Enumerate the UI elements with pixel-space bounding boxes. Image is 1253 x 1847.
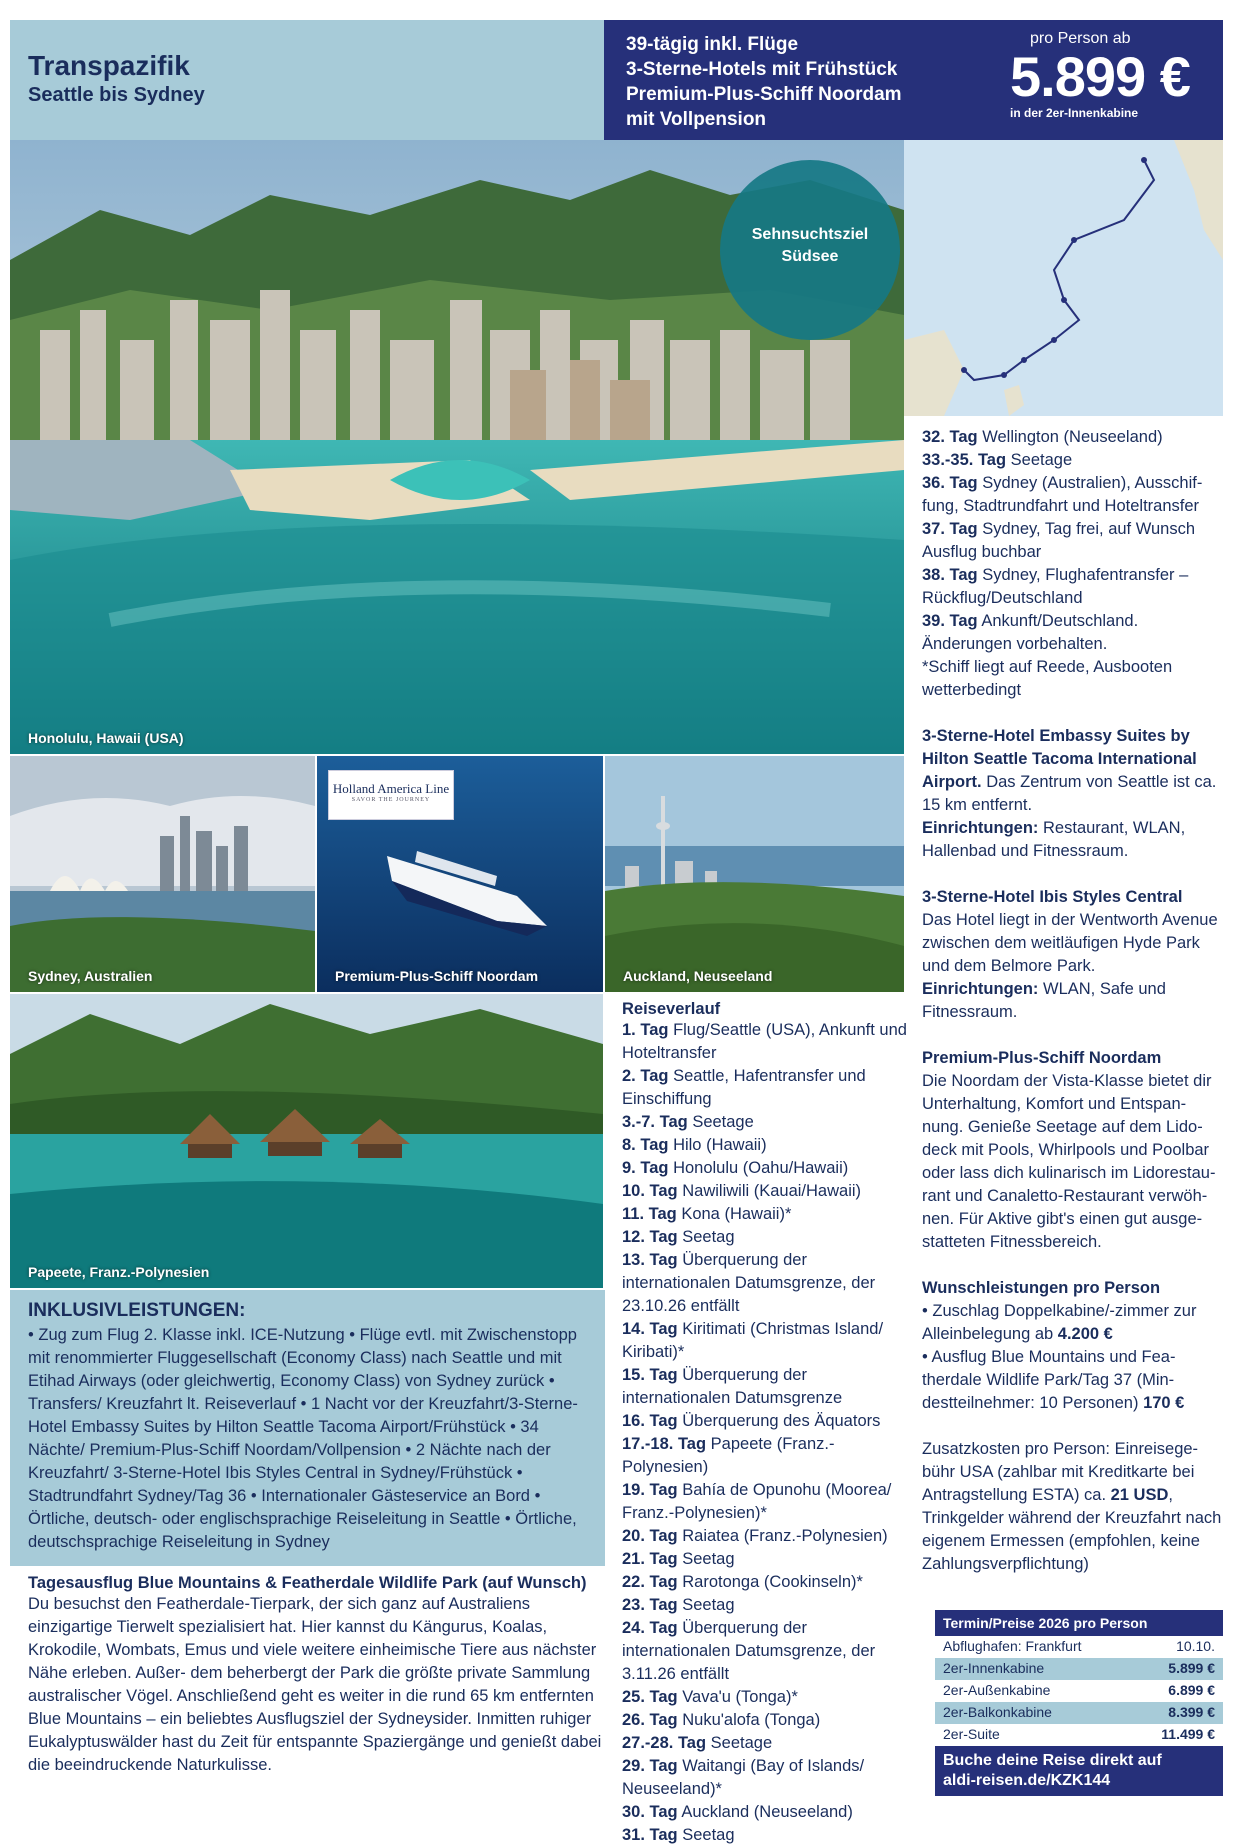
itinerary-day: 17.-18. Tag: [622, 1435, 707, 1453]
airport-label: Abflughafen: Frankfurt: [943, 1638, 1082, 1654]
price-suffix: in der 2er-Innenkabine: [1010, 106, 1139, 120]
itinerary-text: Seetage: [1010, 451, 1073, 469]
ship-title: Premium-Plus-Schiff Noordam: [922, 1049, 1162, 1067]
holland-america-logo: [328, 770, 454, 820]
booking-link-url[interactable]: aldi-reisen.de/KZK144: [943, 1772, 1111, 1789]
cabin-price: 5.899 €: [1168, 1660, 1215, 1676]
header-features: [604, 20, 1004, 140]
itinerary-item: [922, 610, 1222, 633]
page-subtitle: Seattle bis Sydney: [28, 84, 205, 106]
excursion-text: Du besuchst den Featherdale-Tierpark, der sich ganz auf Australiens einzigartige Tierwelt spezialisiert hat. Hier kannst du Kängurus, Koalas, Krokodile, Wombats, Emus und viele weitere einheimische Tiere aus nächster Nähe erleben. Außer- dem beherbergt der Park die größte private Sammlung australischer Vögel. Anschließend geht es weiter in die rund 65 km entfernten Blue Mountains – ein beliebtes Ausflugsziel der Sydneysider. Inmitten ruhiger Eukalyptuswälder hast du Zeit für entspannte Spaziergänge und genießt dabei die beeindruckende Naturkulisse.: [28, 1595, 602, 1774]
caption-honolulu: Honolulu, Hawaii (USA): [28, 730, 184, 746]
itinerary-text: Sydney, Flughafentransfer – Rückflug/Deutschland: [922, 566, 1189, 607]
itinerary-text: Seattle, Hafentransfer und Einschiffung: [622, 1067, 866, 1108]
itinerary-item: [622, 1525, 912, 1548]
itinerary-text: Überquerung der internationalen Datumsgrenze, der 23.10.26 entfällt: [622, 1251, 876, 1315]
feature-item: Premium-Plus-Schiff Noordam: [626, 84, 902, 105]
itinerary-item: [622, 1571, 912, 1594]
page-title: Transpazifik: [28, 50, 190, 81]
ship-block: [922, 1047, 1222, 1254]
itinerary-text: Überquerung der internationalen Datumsgrenze: [622, 1366, 843, 1407]
itinerary-text: Seetage: [692, 1113, 754, 1131]
itinerary-day: 24. Tag: [622, 1619, 678, 1637]
cabin-label: 2er-Balkonkabine: [943, 1704, 1052, 1720]
itinerary-item: [622, 1594, 912, 1617]
excursion-block: [28, 1574, 603, 1777]
feature-item: 3-Sterne-Hotels mit Frühstück: [626, 59, 898, 80]
itinerary-text: Kiritimati (Christmas Island/ Kiribati)*: [622, 1320, 884, 1361]
caption-sydney: Sydney, Australien: [28, 968, 153, 984]
itinerary-day: 30. Tag: [622, 1803, 678, 1821]
price-prefix: pro Person ab: [1030, 30, 1131, 47]
itinerary-text: Papeete (Franz.-Polynesien): [622, 1435, 835, 1476]
itinerary-text: Seetage: [710, 1734, 773, 1752]
excursion-title: Tagesausflug Blue Mountains & Featherdale Wildlife Park (auf Wunsch): [28, 1574, 587, 1592]
caption-auckland: Auckland, Neuseeland: [623, 968, 773, 984]
itinerary-item: [622, 1548, 912, 1571]
itinerary-list-2: [922, 426, 1222, 633]
itinerary-text: Bahía de Opunohu (Moorea/ Franz.-Polynesien)*: [622, 1481, 892, 1522]
itinerary-item: [622, 1709, 912, 1732]
hotel1-block: [922, 725, 1222, 863]
wish-item-1: Zuschlag Doppelkabine/-zimmer zur Alleinbelegung ab: [922, 1302, 1197, 1343]
itinerary-day: 12. Tag: [622, 1228, 678, 1246]
itinerary-item: [622, 1157, 912, 1180]
itinerary-text: Raiatea (Franz.-Polynesien): [682, 1527, 888, 1545]
itinerary-item: [622, 1410, 912, 1433]
itinerary-text: Hilo (Hawaii): [673, 1136, 767, 1154]
hotel1-text: Das Zentrum von Seattle ist ca. 15 km entfernt.: [922, 773, 1217, 814]
itinerary-block: [622, 1000, 912, 1847]
header-title-box: [10, 20, 604, 140]
cabin-label: 2er-Suite: [943, 1726, 1000, 1742]
itinerary-day: 37. Tag: [922, 520, 978, 538]
itinerary-day: 29. Tag: [622, 1757, 678, 1775]
itinerary-item: [622, 1134, 912, 1157]
itinerary-day: 1. Tag: [622, 1021, 669, 1039]
itinerary-item: [622, 1801, 912, 1824]
itinerary-day: 16. Tag: [622, 1412, 678, 1430]
cabin-label: 2er-Außenkabine: [943, 1682, 1051, 1698]
itinerary-item: [622, 1019, 912, 1065]
itinerary-item: [622, 1249, 912, 1318]
departure-date: 10.10.: [1176, 1638, 1215, 1654]
itinerary-text: Rarotonga (Cookinseln)*: [682, 1573, 863, 1591]
itinerary-text: Wellington (Neuseeland): [982, 428, 1163, 446]
itinerary-text: Sydney (Australien), Ausschif- fung, Stadtrundfahrt und Hoteltransfer: [922, 474, 1203, 515]
itinerary-text: Flug/Seattle (USA), Ankunft und Hoteltransfer: [622, 1021, 907, 1062]
itinerary-item: [622, 1318, 912, 1364]
itinerary-text: Überquerung der internationalen Datumsgrenze, der 3.11.26 entfällt: [622, 1619, 876, 1683]
hotel1-title: 3-Sterne-Hotel Embassy Suites by Hilton Seattle Tacoma International Airport.: [922, 727, 1197, 791]
itinerary-item: [622, 1755, 912, 1801]
itinerary-text: Waitangi (Bay of Islands/ Neuseeland)*: [622, 1757, 865, 1798]
photo-papeete: [10, 994, 603, 1288]
feature-item: 39-tägig inkl. Flüge: [626, 34, 799, 55]
caption-papeete: Papeete, Franz.-Polynesien: [28, 1264, 210, 1280]
itinerary-day: 21. Tag: [622, 1550, 678, 1568]
badge-line: Sehnsuchtsziel: [751, 226, 869, 243]
hotel2-facilities: WLAN, Safe und Fitnessraum.: [922, 980, 1166, 1021]
hotel2-text: Das Hotel liegt in der Wentworth Avenue zwischen dem weitläufigen Hyde Park und dem Belmore Park.: [922, 911, 1218, 975]
itinerary-item: [622, 1111, 912, 1134]
hotel2-title: 3-Sterne-Hotel Ibis Styles Central: [922, 888, 1183, 906]
extra-text-2: , Trinkgelder während der Kreuzfahrt nach eigenem Ermessen (empfohlen, keine Zahlungsverpflichtung): [922, 1486, 1222, 1573]
itinerary-item: [622, 1065, 912, 1111]
price: 5.899 €: [1010, 45, 1190, 108]
inclusive-box: [10, 1290, 605, 1566]
itinerary-day: 9. Tag: [622, 1159, 669, 1177]
itinerary-list: [622, 1019, 912, 1847]
itinerary-item: [622, 1180, 912, 1203]
itinerary-day: 38. Tag: [922, 566, 978, 584]
hotel2-block: [922, 886, 1222, 1024]
extra-text-1: Zusatzkosten pro Person: Einreisege- bühr USA (zahlbar mit Kreditkarte bei Antragstellung ESTA) ca.: [922, 1440, 1199, 1504]
itinerary-text: Nuku'alofa (Tonga): [682, 1711, 821, 1729]
price-table-row: [935, 1702, 1223, 1724]
note-tender: *Schiff liegt auf Reede, Ausbooten wetterbedingt: [922, 658, 1173, 699]
badge-line: Südsee: [781, 248, 839, 265]
itinerary-item: [922, 564, 1222, 610]
itinerary-day: 25. Tag: [622, 1688, 678, 1706]
price-table-row: [935, 1636, 1223, 1658]
price-table-row: [935, 1680, 1223, 1702]
itinerary-item: [622, 1617, 912, 1686]
itinerary-text: Seetag: [682, 1550, 735, 1568]
itinerary-text: Auckland (Neuseeland): [681, 1803, 853, 1821]
route-map: [904, 140, 1223, 416]
cabin-price: 8.399 €: [1168, 1704, 1215, 1720]
extra-costs-block: [922, 1438, 1222, 1576]
itinerary-day: 22. Tag: [622, 1573, 678, 1591]
itinerary-title: Reiseverlauf: [622, 1000, 721, 1018]
price-table: [935, 1610, 1223, 1796]
itinerary-text: Honolulu (Oahu/Hawaii): [673, 1159, 849, 1177]
inclusive-title: INKLUSIVLEISTUNGEN:: [28, 1300, 246, 1321]
itinerary-text: Seetag: [682, 1826, 735, 1844]
itinerary-item: [922, 518, 1222, 564]
itinerary-day: 20. Tag: [622, 1527, 678, 1545]
cabin-label: 2er-Innenkabine: [943, 1660, 1045, 1676]
itinerary-day: 11. Tag: [622, 1205, 677, 1223]
wishes-title: Wunschleistungen pro Person: [922, 1279, 1161, 1297]
booking-link-line1: Buche deine Reise direkt auf: [943, 1752, 1162, 1769]
logo-tagline: SAVOR THE JOURNEY: [351, 797, 431, 803]
itinerary-day: 15. Tag: [622, 1366, 678, 1384]
right-column: [922, 426, 1222, 1576]
itinerary-day: 26. Tag: [622, 1711, 678, 1729]
itinerary-day: 19. Tag: [622, 1481, 678, 1499]
itinerary-day: 2. Tag: [622, 1067, 669, 1085]
itinerary-day: 31. Tag: [622, 1826, 678, 1844]
price-table-row: [935, 1658, 1223, 1680]
itinerary-item: [622, 1479, 912, 1525]
itinerary-text: Vava'u (Tonga)*: [682, 1688, 798, 1706]
itinerary-item: [622, 1686, 912, 1709]
itinerary-item: [622, 1203, 912, 1226]
price-table-row: [935, 1724, 1223, 1746]
itinerary-day: 13. Tag: [622, 1251, 678, 1269]
wish-item-2: Ausflug Blue Mountains und Fea- therdale Wildlife Park/Tag 37 (Min- destteilnehmer: 10 Personen): [922, 1348, 1176, 1412]
itinerary-day: 10. Tag: [622, 1182, 678, 1200]
itinerary-day: 23. Tag: [622, 1596, 678, 1614]
logo-name: Holland America Line: [332, 781, 450, 796]
itinerary-item: [622, 1226, 912, 1249]
itinerary-text: Seetag: [682, 1228, 735, 1246]
itinerary-day: 8. Tag: [622, 1136, 669, 1154]
itinerary-day: 36. Tag: [922, 474, 978, 492]
itinerary-item: [622, 1732, 912, 1755]
wish-item-1-price: 4.200 €: [1057, 1325, 1113, 1343]
itinerary-text: Seetag: [682, 1596, 735, 1614]
itinerary-item: [622, 1364, 912, 1410]
photo-sydney: [10, 756, 315, 992]
itinerary-text: Überquerung des Äquators: [682, 1412, 881, 1430]
extra-amount: 21 USD: [1110, 1486, 1169, 1504]
itinerary-text: Sydney, Tag frei, auf Wunsch Ausflug buchbar: [922, 520, 1196, 561]
price-table-header: Termin/Preise 2026 pro Person: [935, 1610, 1223, 1636]
note-changes: Änderungen vorbehalten.: [922, 635, 1108, 653]
cabin-price: 11.499 €: [1161, 1726, 1215, 1742]
itinerary-day: 32. Tag: [922, 428, 978, 446]
feature-item: mit Vollpension: [626, 109, 767, 130]
caption-ship: Premium-Plus-Schiff Noordam: [335, 968, 539, 984]
itinerary-day: 39. Tag: [922, 612, 978, 630]
header-price-box: [1004, 20, 1223, 140]
inclusive-text: • Zug zum Flug 2. Klasse inkl. ICE-Nutzung • Flüge evtl. mit Zwischenstopp mit renommierter Fluggesellschaft (Economy Class) nach Seattle und mit Etihad Airways (oder gleichwertig, Economy Class) von Sydney zurück • Transfers/ Kreuzfahrt lt. Reiseverlauf • 1 Nacht vor der Kreuzfahrt/3-Sterne-Hotel Embassy Suites by Hilton Seattle Tacoma Airport/Frühstück • 34 Nächte/ Premium-Plus-Schiff Noordam/Vollpension • 2 Nächte nach der Kreuzfahrt/ 3-Sterne-Hotel Ibis Styles Central in Sydney/Frühstück • Stadtrundfahrt Sydney/Tag 36 • Internationaler Gästeservice an Bord • Örtliche, deutsch- oder englischsprachige Reiseleitung in Seattle • Örtliche, deutschsprachige Reiseleitung in Sydney: [28, 1326, 578, 1551]
itinerary-day: 27.-28. Tag: [622, 1734, 707, 1752]
itinerary-text: Ankunft/Deutschland.: [981, 612, 1139, 630]
itinerary-day: 33.-35. Tag: [922, 451, 1007, 469]
itinerary-text: Nawiliwili (Kauai/Hawaii): [682, 1182, 862, 1200]
booking-link[interactable]: [935, 1746, 1223, 1796]
itinerary-text: Kona (Hawaii)*: [681, 1205, 792, 1223]
photo-auckland: [605, 756, 904, 992]
hotel1-facilities-label: Einrichtungen:: [922, 819, 1039, 837]
wishes-block: Wunschleistungen pro Person • Zuschlag Doppelkabine/-zimmer zur Alleinbelegung ab 4.200 € • Ausflug Blue Mountains und Fea- therdale Wildlife Park/Tag 37 (Min- destteilnehmer: 10 Personen) 170 €: [922, 1279, 1197, 1412]
itinerary-item: [922, 449, 1222, 472]
itinerary-day: 14. Tag: [622, 1320, 678, 1338]
itinerary-item: [622, 1824, 912, 1847]
hotel1-facilities: Restaurant, WLAN, Hallenbad und Fitnessraum.: [922, 819, 1186, 860]
wish-item-2-price: 170 €: [1143, 1394, 1185, 1412]
itinerary-item: [922, 426, 1222, 449]
ship-text: Die Noordam der Vista-Klasse bietet dir Unterhaltung, Komfort und Entspan- nung. Genieße Seetage auf dem Lido- deck mit Pools, Whirlpools und Poolbar oder lass dich kulinarisch im Lidorestau- rant und Canaletto-Restaurant verwöh- nen. Für Aktive gibt's einen gut ausge- statteten Fitnessbereich.: [922, 1072, 1216, 1251]
itinerary-item: [922, 472, 1222, 518]
itinerary-item: [622, 1433, 912, 1479]
hotel2-facilities-label: Einrichtungen:: [922, 980, 1039, 998]
badge-sehnsuchtsziel: [720, 160, 900, 340]
cabin-price: 6.899 €: [1168, 1682, 1215, 1698]
itinerary-day: 3.-7. Tag: [622, 1113, 688, 1131]
